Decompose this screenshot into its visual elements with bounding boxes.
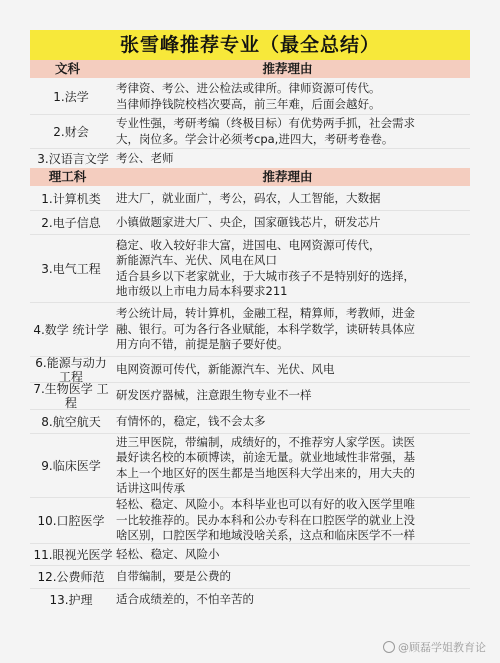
- major-name: 10.口腔医学: [37, 513, 105, 528]
- list-item: [30, 589, 470, 611]
- major-name: 2.电子信息: [41, 215, 101, 230]
- major-reason: 轻松、稳定、风险小: [116, 546, 220, 561]
- major-name: 6.能源与动力 工程: [35, 355, 107, 384]
- header-category: 理工科: [48, 169, 87, 184]
- page-title: 张雪峰推荐专业（最全总结）: [30, 30, 470, 60]
- list-item: [30, 544, 470, 566]
- major-name: 13.护理: [49, 593, 93, 607]
- header-category: 文科: [54, 61, 80, 76]
- major-reason: 电网资源可传代，新能源汽车、光伏、风电: [116, 361, 335, 376]
- header-reason: 推荐理由: [262, 169, 313, 184]
- major-reason: 小镇做题家进大厂、央企，国家砸钱芯片，研发芯片: [116, 214, 381, 229]
- list-item: [30, 410, 470, 434]
- major-reason: 专业性强，考研考编（终极目标）有优势两手抓，社会需求 大，岗位多。学会计必须考cpa,进四大，考研考卷卷。: [116, 116, 415, 146]
- list-item: [30, 303, 470, 357]
- major-reason: 进三甲医院，带编制，成绩好的，不推荐穷人家学医。读医 最好读名校的本硕博读，前途无量。就业地域性非常强，基 本上一个地区好的医生都是当地医科大学出来的，用大夫的 话讲这叫传承: [116, 434, 415, 495]
- list-item: [30, 187, 470, 211]
- major-name: 8.航空航天: [41, 414, 101, 429]
- major-reason: 考公、老师: [116, 150, 174, 165]
- major-name: 3.汉语言文学: [37, 151, 109, 166]
- list-item: [30, 434, 470, 498]
- science-header: [30, 168, 470, 186]
- list-item: [30, 357, 470, 383]
- list-item: [30, 566, 470, 589]
- list-item: [30, 383, 470, 410]
- major-reason: 进大厂，就业面广，考公，码农，人工智能，大数据: [116, 190, 381, 205]
- list-item: [30, 211, 470, 235]
- watermark-text: @顾磊学姐教育论: [398, 641, 486, 654]
- major-reason: 适合成绩差的，不怕辛苦的: [116, 592, 254, 607]
- major-reason: 稳定、收入较好非大富，进国电、电网资源可传代， 新能源汽车、光伏、风电在风口 适合县乡以下老家就业，于大城市孩子不是特别好的选择， 地市级以上市电力局本科要求211: [116, 237, 415, 298]
- liberal-arts-header: [30, 60, 470, 78]
- list-item: [30, 115, 470, 149]
- list-item: [30, 498, 470, 544]
- major-reason: 研发医疗器械，注意跟生物专业不一样: [116, 388, 312, 403]
- major-name: 1.计算机类: [41, 191, 101, 206]
- list-item: [30, 235, 470, 303]
- major-name: 1.法学: [53, 89, 89, 104]
- watermark: [383, 639, 486, 655]
- major-reason: 自带编制，要是公费的: [116, 569, 231, 584]
- major-name: 3.电气工程: [41, 261, 101, 276]
- list-item: [30, 149, 470, 168]
- major-name: 11.眼视光医学: [33, 547, 113, 562]
- major-name: 7.生物医学 工程: [33, 382, 109, 410]
- major-reason: 轻松、稳定、风险小。本科毕业也可以有好的收入医学里唯 一比较推荐的。民办本科和公办专科在口腔医学的就业上没 啥区别，口腔医学和地域没啥关系，这点和临床医学不一样: [116, 497, 415, 543]
- major-reason: 考公统计局，转计算机，金融工程，精算师，考教师，进金 融、银行。可为各行各业赋能，本科学数学，读研转具体应 用方向不错，前提是脑子要好使。: [116, 306, 415, 352]
- major-name: 12.公费师范: [37, 570, 105, 584]
- major-name: 9.临床医学: [41, 458, 101, 473]
- major-name: 4.数学 统计学: [33, 322, 109, 337]
- header-reason: 推荐理由: [262, 61, 313, 76]
- major-name: 2.财会: [53, 124, 89, 139]
- major-reason: 有情怀的，稳定，钱不会太多: [116, 413, 266, 428]
- watermark-logo-icon: [383, 641, 395, 653]
- list-item: [30, 79, 470, 115]
- major-reason: 考律资、考公、进公检法或律所。律师资源可传代。 当律师挣钱院校档次要高，前三年难，后面会越好。: [116, 81, 381, 111]
